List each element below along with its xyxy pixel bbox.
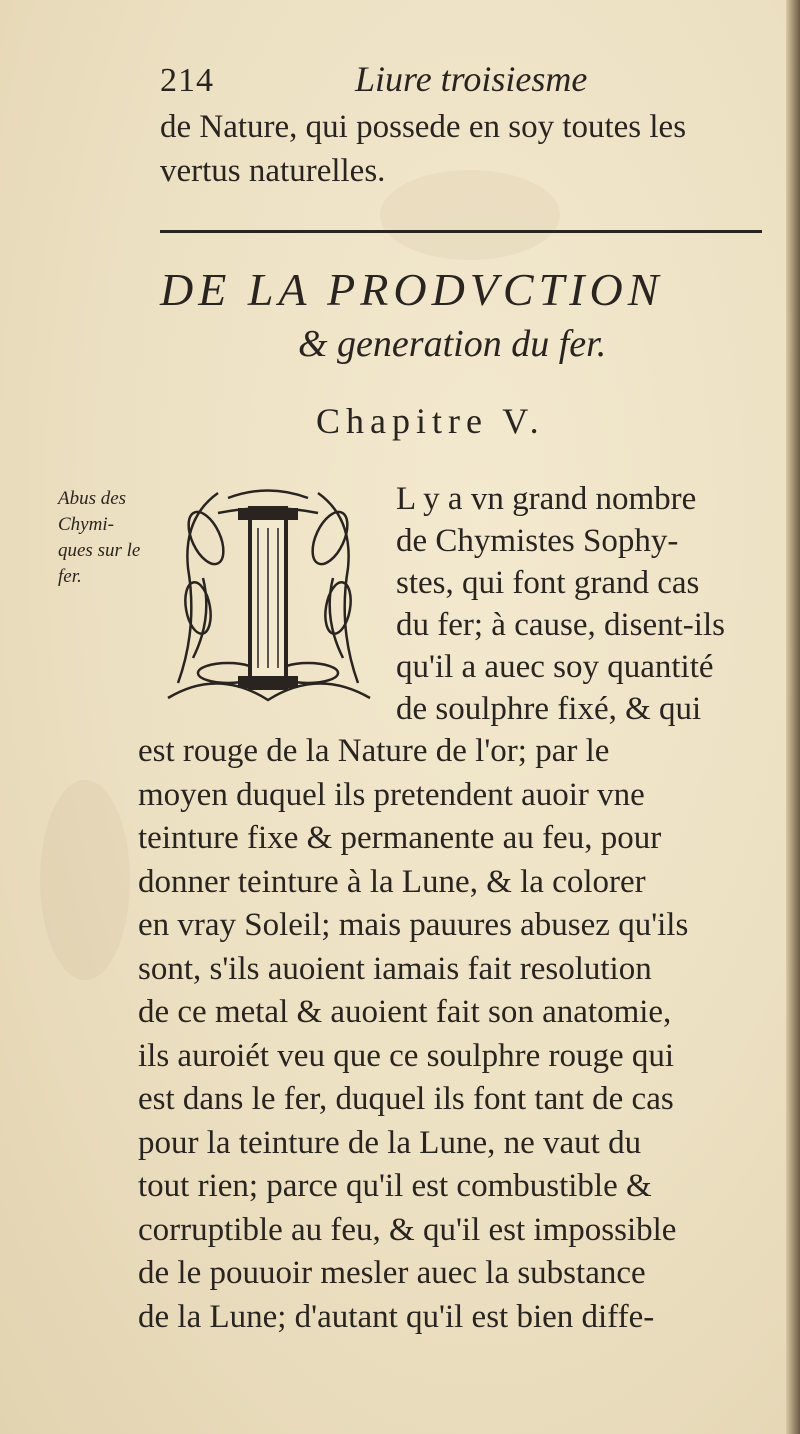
text-line: teinture fixe & permanente au feu, pour	[138, 820, 662, 856]
text-line: de Nature, qui possede en soy toutes les	[160, 109, 687, 145]
text-line: est dans le fer, duquel ils font tant de cas	[138, 1081, 674, 1117]
text-line: corruptible au feu, & qu'il est impossible	[138, 1211, 677, 1248]
text-line: de la Lune; d'autant qu'il est bien diffe-	[138, 1298, 655, 1335]
text-line: du fer; à cause, disent-ils	[396, 607, 725, 643]
text-line: donner teinture à la Lune, & la colorer	[138, 863, 646, 900]
section-subtitle: & generation du fer.	[298, 323, 607, 365]
text-line: moyen duquel ils pretendent auoir vne	[138, 776, 645, 813]
text-line: de Chymistes Sophy-	[396, 523, 679, 559]
decorated-initial-icon	[158, 478, 378, 712]
running-title: Liure troisiesme	[355, 59, 588, 99]
text-line: vertus naturelles.	[160, 153, 386, 189]
body-paragraph	[138, 730, 688, 1339]
margin-line: fer.	[58, 566, 82, 587]
page-gutter	[786, 0, 800, 1434]
page-number: 214	[160, 62, 214, 99]
text-line: est rouge de la Nature de l'or; par le	[138, 733, 610, 769]
text-line: ils auroiét veu que ce soulphre rouge qui	[138, 1037, 675, 1074]
text-line: pour la teinture de la Lune, ne vaut du	[138, 1124, 642, 1161]
intro-paragraph	[160, 105, 770, 193]
section-divider	[160, 230, 762, 233]
text-line: sont, s'ils auoient iamais fait resolution	[138, 950, 652, 987]
margin-line: Chymi-	[58, 514, 114, 535]
text-line: de le pouuoir mesler auec la substance	[138, 1255, 646, 1291]
text-line: en vray Soleil; mais pauures abusez qu'ils	[138, 907, 689, 943]
text-line: de ce metal & auoient fait son anatomie,	[138, 994, 672, 1030]
text-line: de soulphre fixé, & qui	[396, 691, 702, 727]
text-line: qu'il a auec soy quantité	[396, 649, 714, 685]
paper-stain	[40, 780, 130, 980]
text-line: stes, qui font grand cas	[396, 565, 700, 601]
marginal-note	[58, 486, 158, 590]
chapter-heading: Chapitre V.	[316, 401, 545, 441]
margin-line: ques sur le	[58, 540, 141, 561]
text-line: L y a vn grand nombre	[396, 481, 697, 517]
section-title: DE LA PRODVCTION	[160, 264, 664, 315]
body-beside-initial	[396, 478, 725, 730]
margin-line: Abus des	[58, 488, 127, 509]
text-line: tout rien; parce qu'il est combustible &	[138, 1168, 652, 1204]
